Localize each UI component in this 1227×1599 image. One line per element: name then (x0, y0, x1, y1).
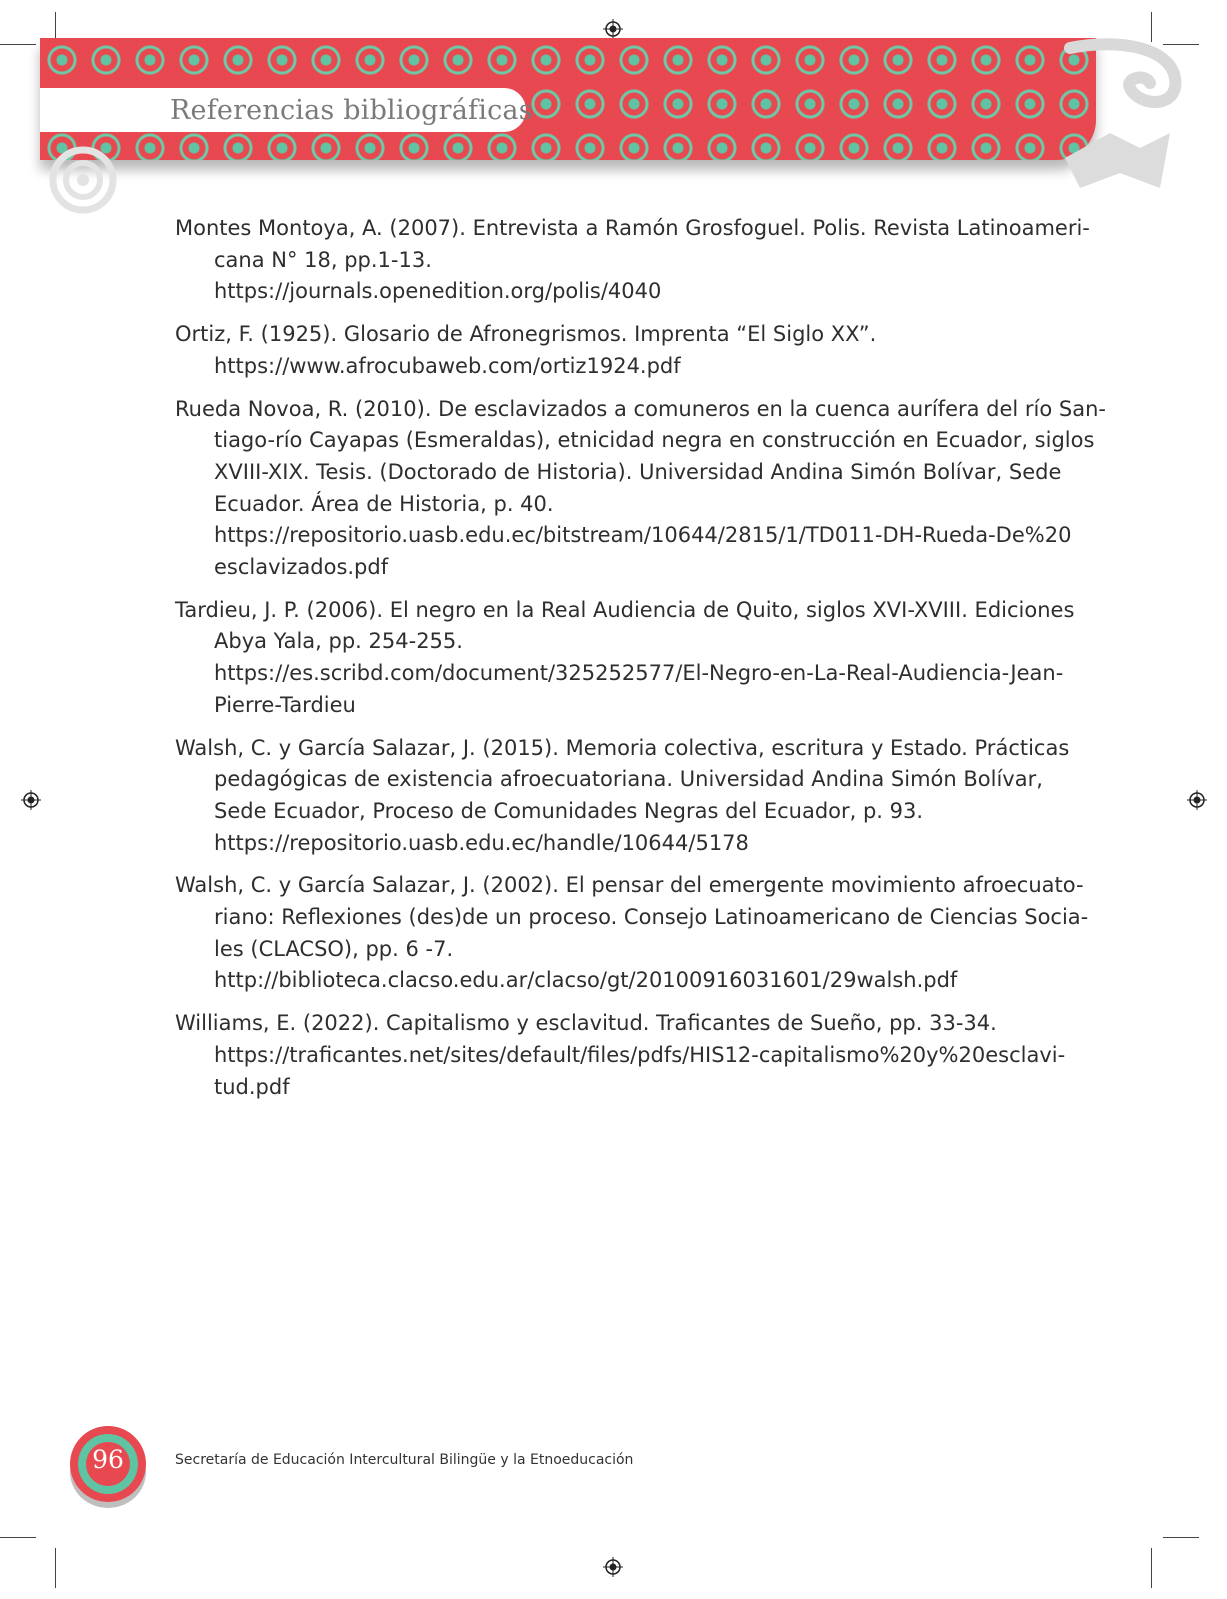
page-title: Referencias bibliográficas (170, 94, 533, 126)
reference-entry (175, 595, 1075, 722)
crop-mark (55, 1548, 56, 1588)
reference-line: XVIII-XIX. Tesis. (Doctorado de Historia). Universidad Andina Simón Bolívar, Sede (214, 459, 1062, 484)
reference-url[interactable]: esclavizados.pdf (214, 555, 389, 580)
registration-mark-icon (603, 1557, 623, 1577)
reference-url[interactable]: http://biblioteca.clacso.edu.ar/clacso/gt/20100916031601/29walsh.pdf (214, 968, 958, 993)
reference-entry (175, 870, 1089, 997)
reference-line: Abya Yala, pp. 254-255. (214, 629, 463, 654)
tribal-ornament-icon (1050, 38, 1190, 198)
reference-entry (175, 394, 1107, 584)
registration-mark-icon (1187, 790, 1207, 810)
reference-line: cana N° 18, pp.1-13. (214, 247, 432, 272)
footer-text: Secretaría de Educación Intercultural Bilingüe y la Etnoeducación (175, 1452, 634, 1468)
page-number: 96 (92, 1445, 124, 1474)
reference-line: Williams, E. (2022). Capitalismo y esclavitud. Traficantes de Sueño, pp. 33-34. (175, 1011, 997, 1036)
reference-line: Walsh, C. y García Salazar, J. (2015). Memoria colectiva, escritura y Estado. Prácticas (175, 735, 1070, 760)
reference-line: tiago-río Cayapas (Esmeraldas), etnicidad negra en construcción en Ecuador, siglos (214, 428, 1095, 453)
reference-line: Montes Montoya, A. (2007). Entrevista a Ramón Grosfoguel. Polis. Revista Latinoameri- (175, 216, 1090, 240)
reference-url[interactable]: tud.pdf (214, 1074, 290, 1099)
header-title-box (40, 88, 533, 132)
reference-entry (175, 319, 1035, 382)
reference-url[interactable]: https://es.scribd.com/document/325252577/El-Negro-en-La-Real-Audiencia-Jean- (214, 661, 1064, 686)
reference-entry (175, 733, 1070, 860)
registration-mark-icon (21, 790, 41, 810)
registration-mark-icon (603, 19, 623, 39)
reference-url[interactable]: https://www.afrocubaweb.com/ortiz1924.pdf (214, 353, 681, 378)
crop-mark (1163, 1537, 1199, 1538)
reference-url[interactable]: https://traficantes.net/sites/default/files/pdfs/HIS12-capitalismo%20y%20esclavi- (214, 1042, 1066, 1067)
reference-url[interactable]: https://repositorio.uasb.edu.ec/bitstream/10644/2815/1/TD011-DH-Rueda-De%20 (214, 523, 1072, 548)
crop-mark (0, 1537, 36, 1538)
reference-url[interactable]: https://journals.openedition.org/polis/4040 (214, 279, 662, 304)
spiral-ornament-icon (38, 140, 128, 220)
reference-line: Walsh, C. y García Salazar, J. (2002). El pensar del emergente movimiento afroecuato- (175, 873, 1084, 898)
reference-line: Ortiz, F. (1925). Glosario de Afronegrismos. Imprenta “El Siglo XX”. (175, 322, 877, 347)
reference-line: riano: Reflexiones (des)de un proceso. Consejo Latinoamericano de Ciencias Socia- (214, 905, 1089, 930)
crop-mark (1151, 1548, 1152, 1588)
reference-line: pedagógicas de existencia afroecuatoriana. Universidad Andina Simón Bolívar, (214, 767, 1043, 792)
reference-line: Rueda Novoa, R. (2010). De esclavizados a comuneros en la cuenca aurífera del río San- (175, 396, 1107, 421)
crop-mark (0, 44, 36, 45)
reference-url[interactable]: https://repositorio.uasb.edu.ec/handle/10644/5178 (214, 830, 749, 855)
reference-line: Ecuador. Área de Historia, p. 40. (214, 491, 554, 516)
reference-entry (175, 1008, 1066, 1103)
reference-entry (175, 213, 1090, 308)
reference-line: les (CLACSO), pp. 6 -7. (214, 936, 454, 961)
reference-list (175, 213, 1107, 1114)
reference-line: Tardieu, J. P. (2006). El negro en la Real Audiencia de Quito, siglos XVI-XVIII. Ediciones (175, 597, 1075, 622)
reference-url[interactable]: Pierre-Tardieu (214, 692, 356, 717)
reference-line: Sede Ecuador, Proceso de Comunidades Negras del Ecuador, p. 93. (214, 798, 924, 823)
